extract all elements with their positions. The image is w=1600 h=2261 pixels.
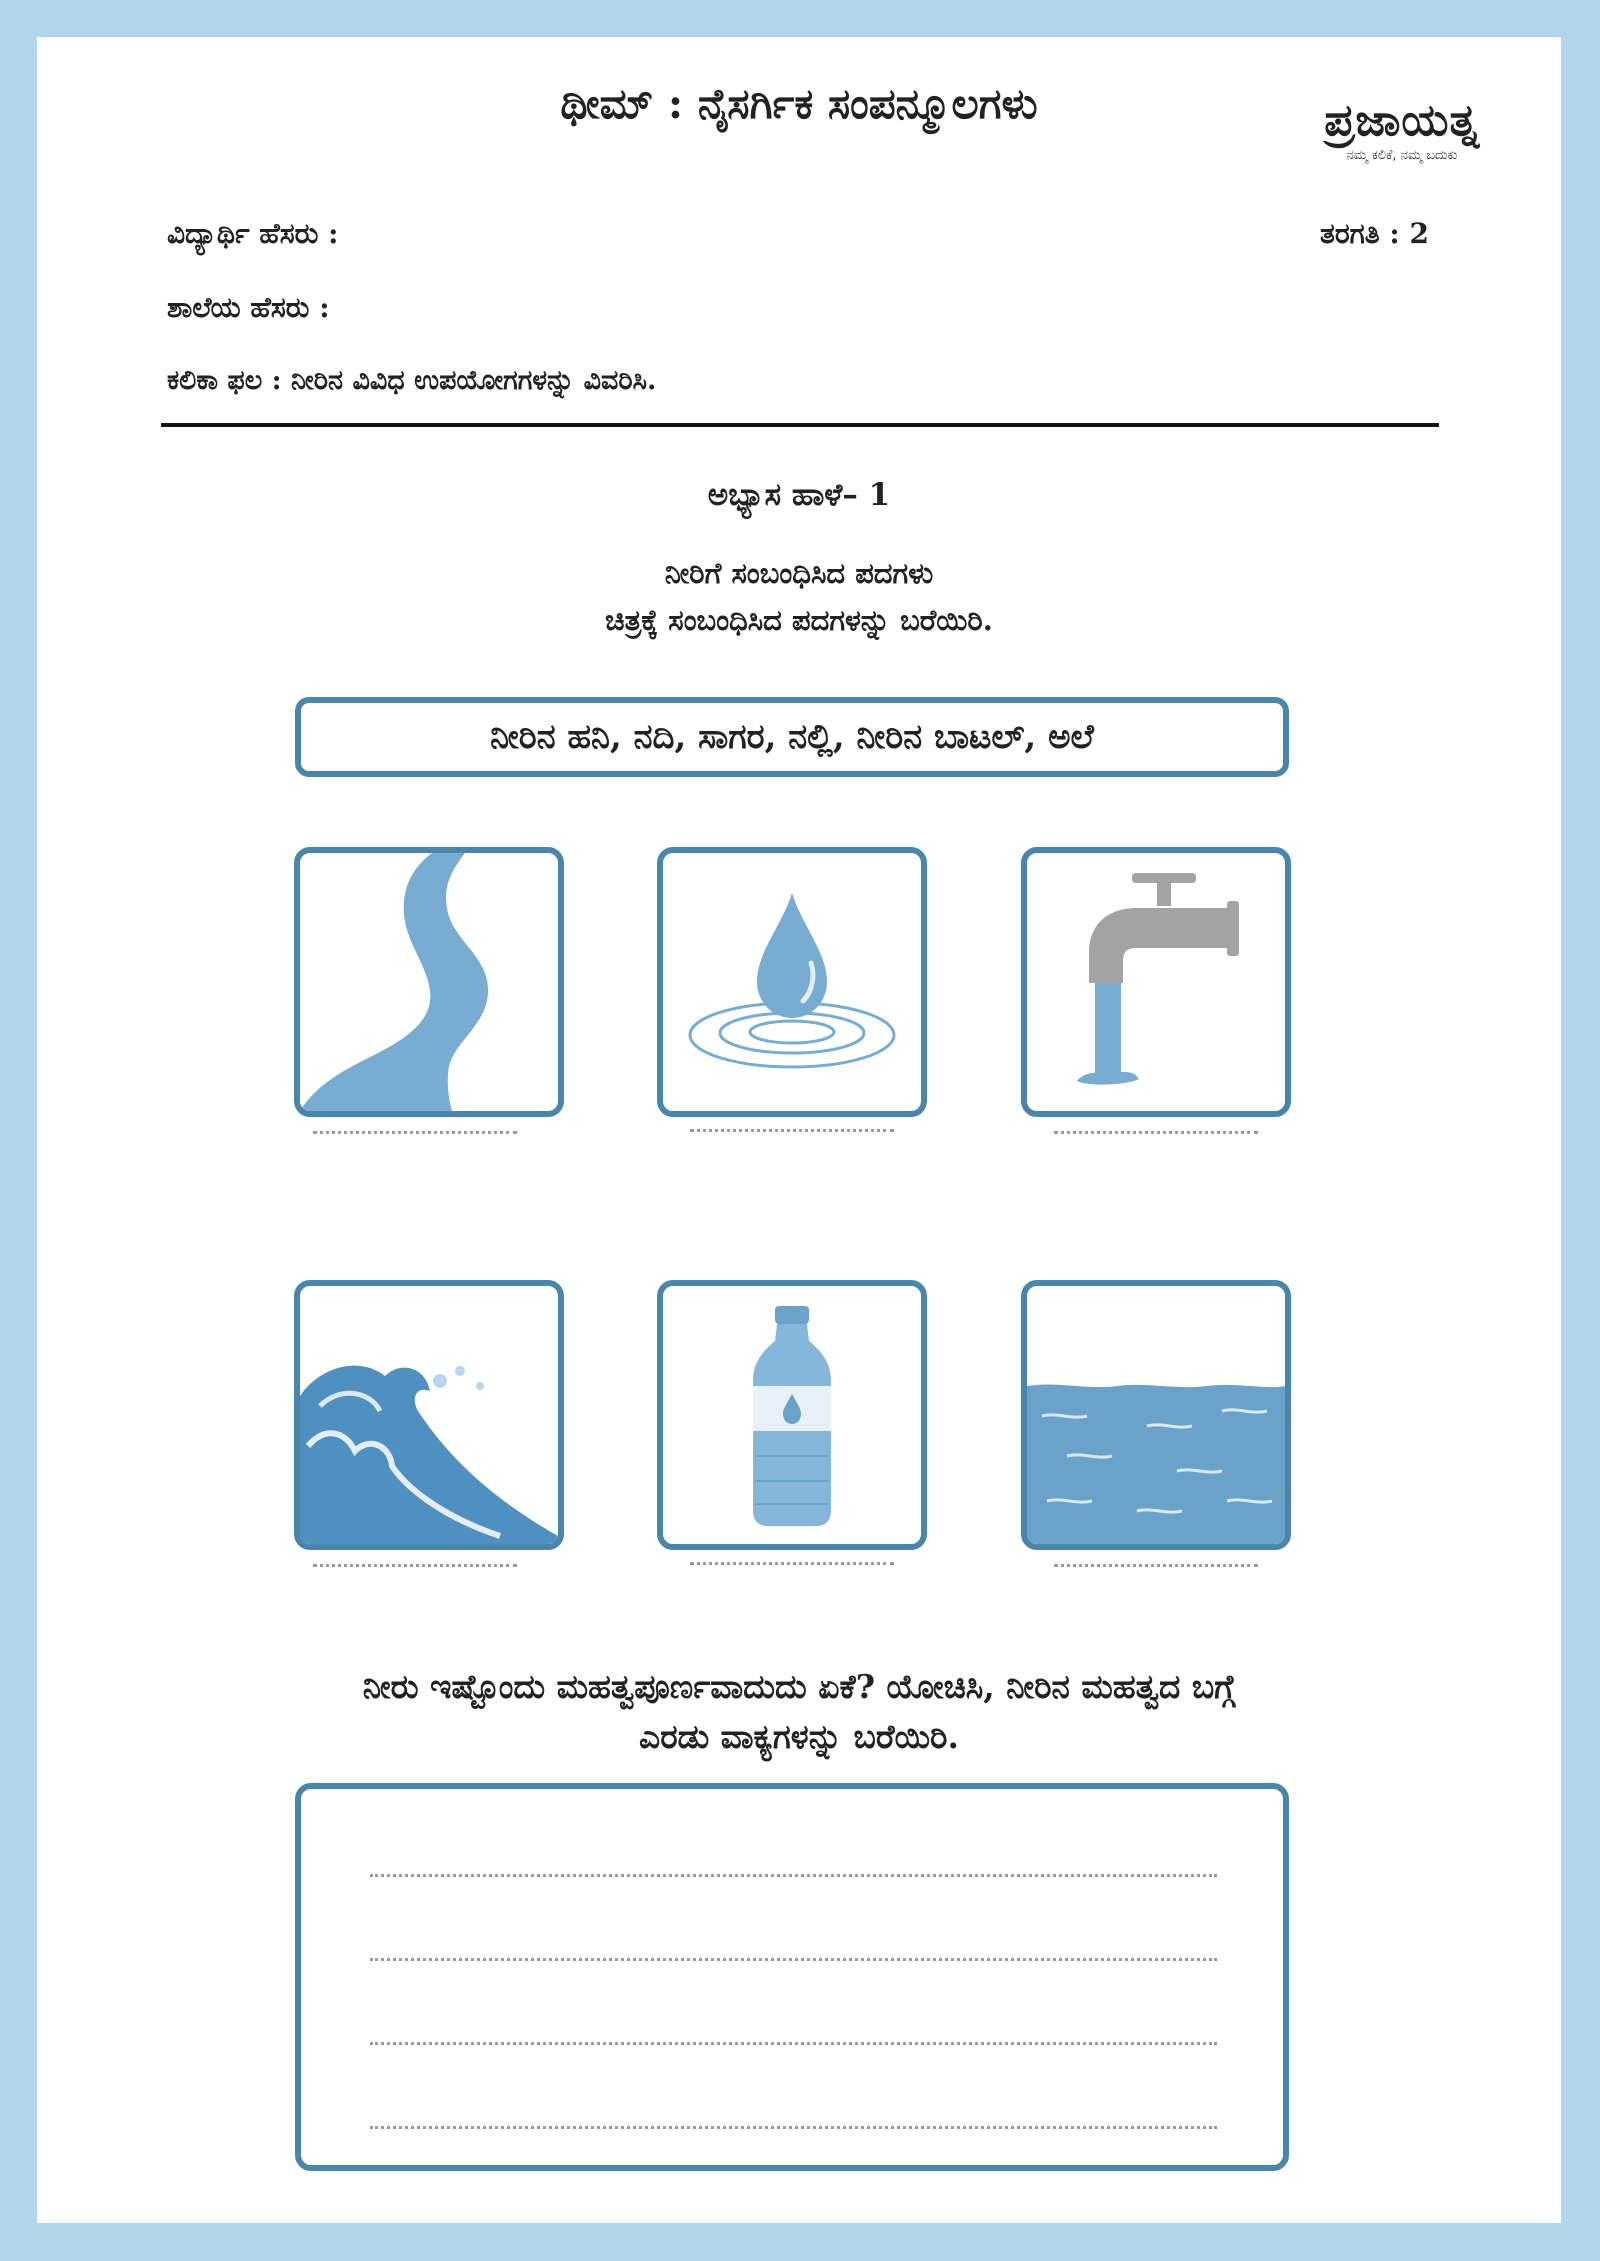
writing-line[interactable] [370,1958,1217,1961]
picture-card-water-bottle [657,1280,927,1550]
water-bottle-icon [663,1286,921,1544]
answer-line[interactable] [1054,1564,1258,1567]
subtitle: ನೀರಿಗೆ ಸಂಬಂಧಿಸಿದ ಪದಗಳು [664,556,934,590]
logo-name: ಪ್ರಜಾಯತ್ನ [1324,95,1480,146]
picture-card-wave [294,1280,564,1550]
ocean-icon [1027,1286,1285,1544]
logo [1292,95,1512,163]
writing-line[interactable] [370,2126,1217,2129]
answer-line[interactable] [690,1129,894,1132]
class-label: ತರಗತಿ : 2 [1320,217,1429,250]
picture-card-tap [1021,847,1291,1117]
wave-icon [300,1286,558,1544]
question-line-1: ನೀರು ಇಷ್ಟೊಂದು ಮಹತ್ವಪೂರ್ಣವಾದುದು ಏಕೆ? ಯೋಚಿಸಿ, ನೀರಿನ ಮಹತ್ವದ ಬಗ್ಗೆ [362,1667,1236,1706]
answer-line[interactable] [313,1131,517,1134]
answer-line[interactable] [1054,1131,1258,1134]
picture-card-river [294,847,564,1117]
student-name-label: ವಿದ್ಯಾರ್ಥಿ ಹೆಸರು : [167,217,339,250]
school-name-label: ಶಾಲೆಯ ಹೆಸರು : [167,291,330,324]
tap-icon [1027,853,1285,1111]
answer-line[interactable] [690,1562,894,1565]
answer-box [295,1783,1289,2171]
river-icon [300,853,558,1111]
water-drop-icon [663,853,921,1111]
writing-line[interactable] [370,1874,1217,1877]
word-bank-box [295,697,1289,777]
learning-outcome: ಕಲಿಕಾ ಫಲ : ನೀರಿನ ವಿವಿಧ ಉಪಯೋಗಗಳನ್ನು ವಿವರಿಸಿ. [167,365,657,396]
picture-card-ocean [1021,1280,1291,1550]
theme-title: ಥೀಮ್ : ನೈಸರ್ಗಿಕ ಸಂಪನ್ಮೂಲಗಳು [560,79,1038,128]
divider [161,423,1439,427]
worksheet-page [37,37,1561,2223]
picture-card-water-drop [657,847,927,1117]
question-line-2: ಎರಡು ವಾಕ್ಯಗಳನ್ನು ಬರೆಯಿರಿ. [639,1717,959,1756]
sheet-title: ಅಭ್ಯಾಸ ಹಾಳೆ– 1 [707,477,891,513]
logo-tagline: ನಮ್ಮ ಕಲಿಕೆ, ನಮ್ಮ ಬದುಕು [1346,148,1458,163]
word-bank-text: ನೀರಿನ ಹನಿ, ನದಿ, ಸಾಗರ, ನಲ್ಲಿ, ನೀರಿನ ಬಾಟಲ್, ಅಲೆ [490,717,1094,757]
instruction: ಚಿತ್ರಕ್ಕೆ ಸಂಬಂಧಿಸಿದ ಪದಗಳನ್ನು ಬರೆಯಿರಿ. [605,603,993,637]
writing-line[interactable] [370,2042,1217,2045]
answer-line[interactable] [313,1564,517,1567]
